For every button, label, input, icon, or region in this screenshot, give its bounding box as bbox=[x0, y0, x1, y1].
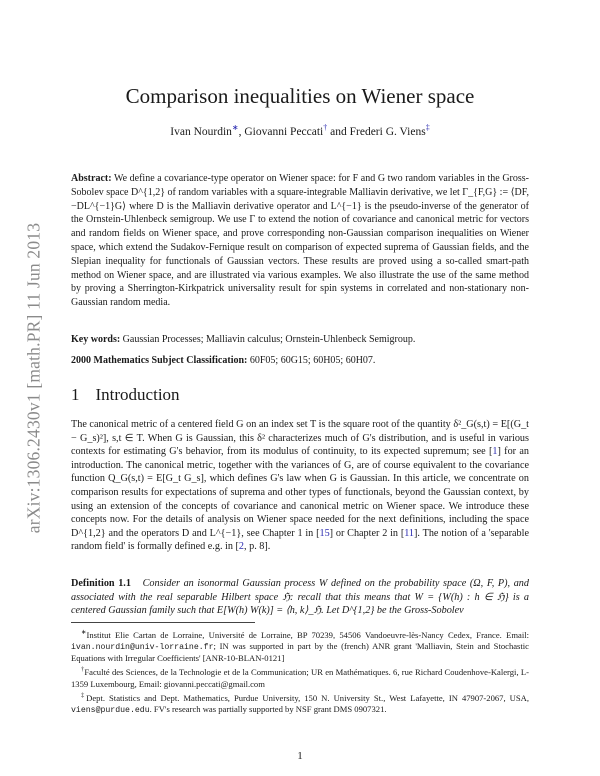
arxiv-identifier-text: arXiv:1306.2430v1 [math.PR] 11 Jun 2013 bbox=[23, 222, 44, 534]
definition-block bbox=[71, 577, 529, 618]
author-name: Ivan Nourdin bbox=[170, 125, 232, 138]
author-footnote-mark[interactable]: ∗ bbox=[231, 123, 239, 132]
footnote bbox=[71, 627, 529, 664]
footnote bbox=[71, 664, 529, 689]
paper-title: Comparison inequalities on Wiener space bbox=[125, 84, 475, 108]
author-separator: , bbox=[238, 125, 245, 138]
keywords-text: Gaussian Processes; Malliavin calculus; Ornstein-Uhlenbeck Semigroup. bbox=[122, 334, 416, 345]
section-title: Introduction bbox=[95, 385, 180, 404]
section-heading bbox=[71, 385, 180, 405]
author-name: Frederi G. Viens bbox=[349, 125, 426, 138]
page-number: 1 bbox=[297, 750, 303, 762]
citation-link[interactable]: 2 bbox=[238, 541, 244, 553]
definition-label: Definition 1.1 bbox=[71, 578, 131, 589]
msc-label: 2000 Mathematics Subject Classification: bbox=[71, 355, 248, 366]
email-link[interactable]: ivan.nourdin@univ-lorraine.fr bbox=[71, 643, 214, 653]
footnote-divider bbox=[71, 622, 255, 623]
msc-codes: 60F05; 60G15; 60H05; 60H07. bbox=[249, 355, 376, 366]
intro-paragraph bbox=[71, 418, 529, 554]
footnotes bbox=[71, 627, 529, 716]
footnote-mark: ‡ bbox=[81, 691, 87, 699]
keywords-label: Key words: bbox=[71, 334, 121, 345]
citation-link[interactable]: 11 bbox=[404, 527, 415, 539]
intro-text: ] for an introduction. The canonical metric, together with the variances of G, are of course equivalent to the covariance function Q_G(s,t) = E[G_t G_s], which defines G's law when G is Gaussian. In this article, we concentrate on comparison results for expectations of suprema and other types of functionals, beyond the Gaussian context, by using an extension of the concepts of covariance and canonical metric on Wiener space. We introduce these concepts now. For the details of analysis on Wiener space needed for the next definitions, including the space D^{1,2} and the operators D and L^{−1}, see Chapter 1 in [ bbox=[71, 446, 529, 539]
author-footnote-mark[interactable]: † bbox=[323, 123, 328, 132]
msc-classification bbox=[71, 355, 529, 366]
keywords bbox=[71, 334, 529, 345]
email-link[interactable]: viens@purdue.edu bbox=[71, 705, 150, 715]
footnote-text: Dept. Statistics and Dept. Mathematics, Purdue University, 150 N. University St., West Lafayette, IN 47907-2067, USA, bbox=[86, 692, 529, 703]
abstract-text: We define a covariance-type operator on Wiener space: for F and G two random variables in the Gross-Sobolev space D^{1,2} of random variables with a square-integrable Malliavin derivative, we let Γ_{F,G} := ⟨DF, −DL^{−1}G⟩ where D is the Malliavin derivative operator and L^{−1} is the pseudo-inverse of the generator of the Ornstein-Uhlenbeck semigroup. We use Γ to extend the notion of covariance and canonical metric for vectors and random fields on Wiener space, and prove corresponding non-Gaussian comparison inequalities on Wiener space, which extend the Sudakov-Fernique result on comparison of expected suprema of Gaussian fields, and the Slepian inequality for functionals of Gaussian vectors. These results are proved using a so-called smart-path method on Wiener space, and are illustrated via various examples. We also illustrate the use of the same method by proving a Sherrington-Kirkpatrick universality result for spin systems in correlated and non-stationary non-Gaussian random media. bbox=[71, 173, 529, 309]
intro-text: ]. The notion of a 'separable random field' is formally defined e.g. in [ bbox=[71, 527, 529, 553]
intro-text: , p. 8]. bbox=[244, 541, 271, 553]
author-separator: and bbox=[327, 125, 350, 138]
footnote-text: ; IN was supported in part by the (french) ANR grant 'Malliavin, Stein and Stochastic Equations with Irregular Coefficients' [ANR-10-BLAN-0121] bbox=[71, 641, 529, 664]
footnote-mark: ∗ bbox=[81, 629, 87, 636]
footnote-text: . FV's research was partially supported by NSF grant DMS 0907321. bbox=[149, 703, 387, 714]
intro-text: ] or Chapter 2 in [ bbox=[329, 527, 405, 539]
abstract-label: Abstract: bbox=[71, 173, 112, 184]
abstract bbox=[71, 172, 529, 310]
citation-link[interactable]: 1 bbox=[492, 446, 498, 458]
section-number: 1 bbox=[71, 385, 80, 404]
author-footnote-mark[interactable]: ‡ bbox=[425, 123, 430, 132]
footnote-text: Institut Elie Cartan de Lorraine, Université de Lorraine, BP 70239, 54506 Vandoeuvre-lès-Nancy Cedex, France. Email: bbox=[86, 629, 529, 640]
intro-text: The canonical metric of a centered field G on an index set T is the square root of the quantity δ²_G(s,t) = E[(G_t − G_s)²], s,t ∈ T. When G is Gaussian, this δ² characterizes much of G's distribution, and is useful in various contexts for estimating G's behavior, from its modulus of continuity, to its expected supremum; see [ bbox=[71, 419, 529, 458]
citation-link[interactable]: 15 bbox=[319, 527, 330, 539]
footnote bbox=[71, 690, 529, 716]
arxiv-identifier bbox=[14, 188, 54, 568]
footnote-text: Faculté des Sciences, de la Technologie et de la Communication; UR en Mathématiques. 6, rue Richard Coudenhove-Kalergi, L-1359 Luxembourg, Email: giovanni.peccati@gmail.com bbox=[71, 667, 529, 689]
footnote-mark: † bbox=[81, 666, 85, 674]
definition-text: Consider an isonormal Gaussian process W defined on the probability space (Ω, F, P), and associated with the real separable Hilbert space ℌ: recall that this means that W = {W(h) : h ∈ ℌ} is a centered Gaussian family such that E[W(h) W(k)] = ⟨h, k⟩_ℌ. Let D^{1,2} be the Gross-Sobolev bbox=[71, 578, 529, 617]
author-list bbox=[0, 123, 600, 138]
author-name: Giovanni Peccati bbox=[244, 125, 324, 138]
